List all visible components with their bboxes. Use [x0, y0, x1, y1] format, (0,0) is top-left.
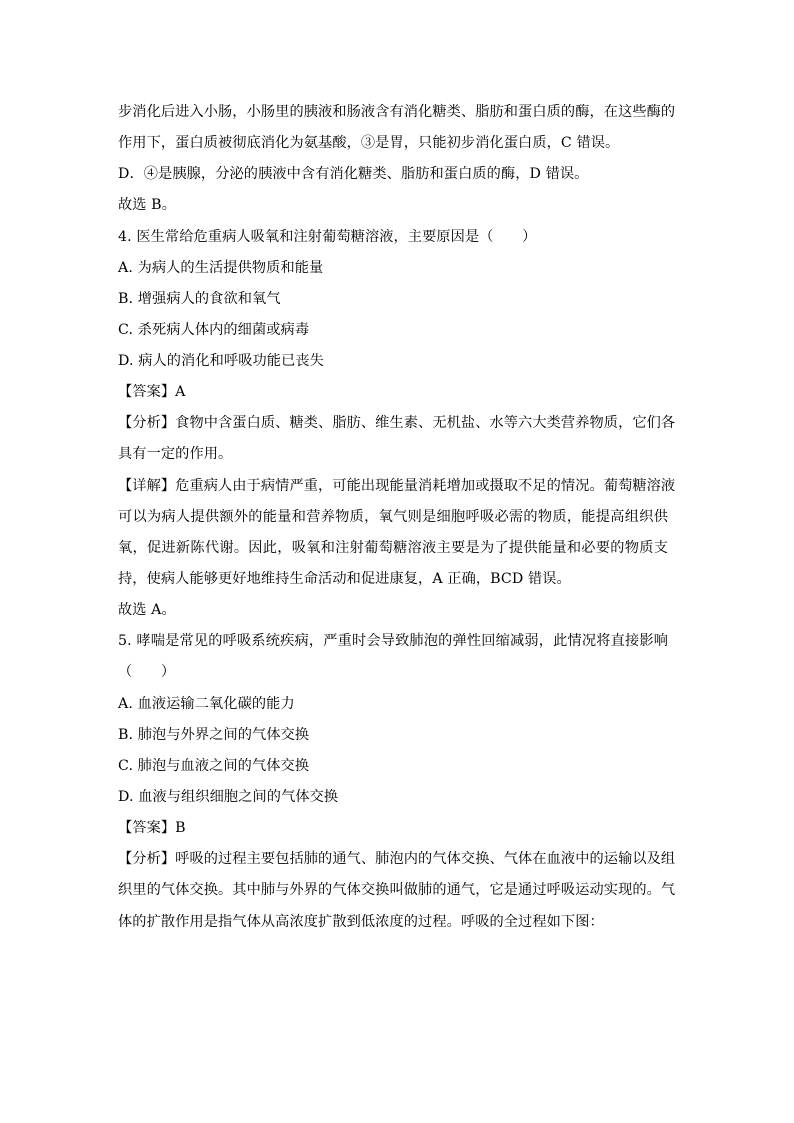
- analysis-text: 织里的气体交换。其中肺与外界的气体交换叫做肺的通气，它是通过呼吸运动实现的。气: [118, 882, 676, 898]
- analysis-text: 具有一定的作用。: [118, 446, 233, 462]
- explanation-text: 持，使病人能够更好地维持生命活动和促进康复，A 正确，BCD 错误。: [118, 571, 571, 587]
- analysis-text: 【分析】食物中含蛋白质、糖类、脂肪、维生素、无机盐、水等六大类营养物质，它们各: [118, 415, 676, 431]
- option-d: D. 病人的消化和呼吸功能已丧失: [118, 353, 324, 369]
- option-a: A. 为病人的生活提供物质和能量: [118, 260, 324, 276]
- text-line: D．④是胰腺，分泌的胰液中含有消化糖类、脂肪和蛋白质的酶，D 错误。: [118, 166, 589, 182]
- option-d: D. 血液与组织细胞之间的气体交换: [118, 789, 339, 805]
- question-5-stem: 5. 哮喘是常见的呼吸系统疾病，严重时会导致肺泡的弹性回缩减弱，此情况将直接影响: [118, 633, 668, 649]
- text-line: 故选 A。: [118, 602, 176, 618]
- answer-label: 【答案】A: [118, 384, 186, 400]
- option-b: B. 增强病人的食欲和氧气: [118, 291, 281, 307]
- question-4-stem: 4. 医生常给危重病人吸氧和注射葡萄糖溶液，主要原因是（ ）: [118, 229, 537, 245]
- answer-label: 【答案】B: [118, 820, 186, 836]
- question-5-stem: （ ）: [118, 664, 176, 680]
- option-c: C. 肺泡与血液之间的气体交换: [118, 758, 310, 774]
- analysis-text: 【分析】呼吸的过程主要包括肺的通气、肺泡内的气体交换、气体在血液中的运输以及组: [118, 851, 676, 867]
- text-line: 作用下，蛋白质被彻底消化为氨基酸，③是胃，只能初步消化蛋白质，C 错误。: [118, 135, 620, 151]
- option-a: A. 血液运输二氧化碳的能力: [118, 696, 295, 712]
- option-b: B. 肺泡与外界之间的气体交换: [118, 727, 310, 743]
- explanation-text: 【详解】危重病人由于病情严重，可能出现能量消耗增加或摄取不足的情况。葡萄糖溶液: [118, 478, 676, 494]
- option-c: C. 杀死病人体内的细菌或病毒: [118, 322, 310, 338]
- explanation-text: 可以为病人提供额外的能量和营养物质，氧气则是细胞呼吸必需的物质，能提高组织供: [118, 509, 668, 525]
- analysis-text: 体的扩散作用是指气体从高浓度扩散到低浓度的过程。呼吸的全过程如下图：: [118, 914, 604, 930]
- explanation-text: 氧，促进新陈代谢。因此，吸氧和注射葡萄糖溶液主要是为了提供能量和必要的物质支: [118, 540, 668, 556]
- text-line: 故选 B。: [118, 197, 176, 213]
- text-line: 步消化后进入小肠，小肠里的胰液和肠液含有消化糖类、脂肪和蛋白质的酶，在这些酶的: [118, 104, 676, 120]
